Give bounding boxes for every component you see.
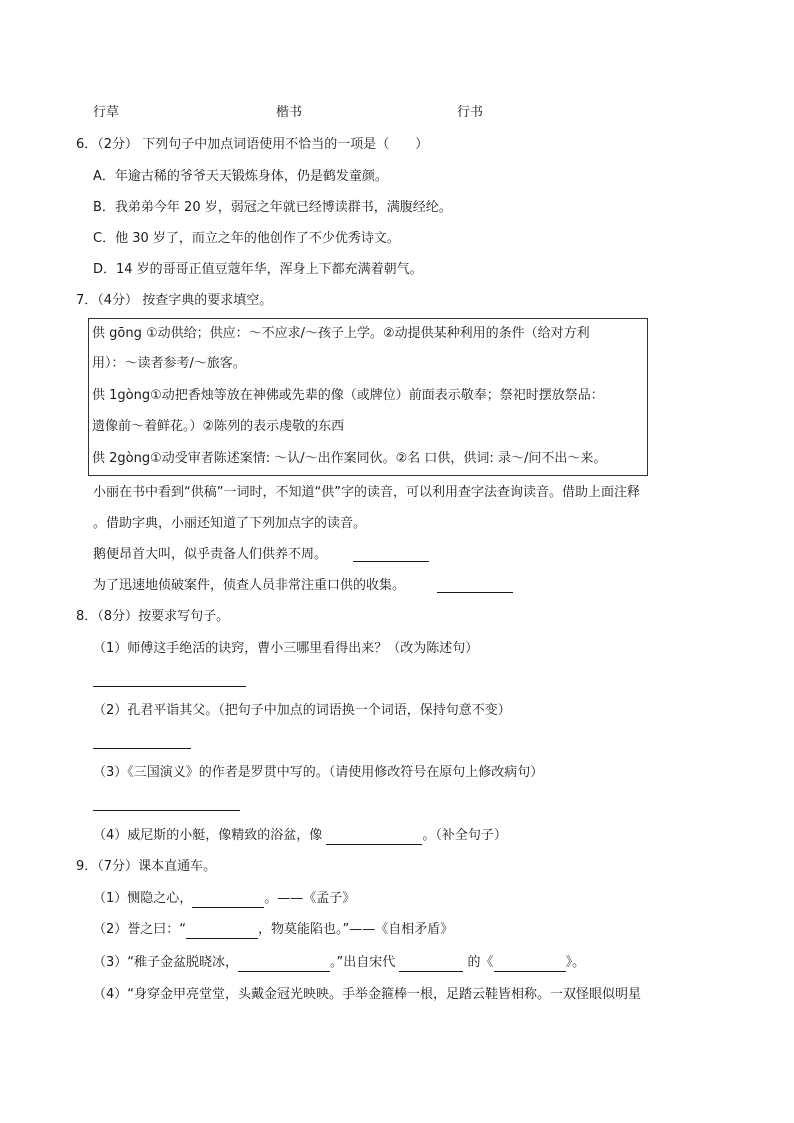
- q8-header: [76, 608, 229, 626]
- q8-number: 8．: [76, 609, 98, 624]
- q7-header: [76, 292, 272, 310]
- caption-xingshu: 行书: [457, 105, 484, 120]
- q9-item-3-blank-2[interactable]: [399, 957, 463, 972]
- q8-item-4-text-b: 。（补全句子）: [422, 828, 507, 843]
- q7-stem: 按查字典的要求填空。: [142, 293, 273, 308]
- q6-option-a: A．年逾古稀的爷爷天天锻炼身体，仍是鹤发童颜。: [93, 169, 388, 184]
- q9-item-3-text-c: 的《: [467, 955, 494, 970]
- q7-answer-blank-2[interactable]: [437, 592, 513, 593]
- q8-answer-line-1[interactable]: [93, 686, 246, 687]
- q9-item-2-text-b: ，物莫能陷也。”——《自相矛盾》: [258, 922, 454, 937]
- q8-item-3: （3）《三国演义》的作者是罗贯中写的。（请使用修改符号在原句上修改病句）: [93, 765, 544, 780]
- q8-item-1: （1）师傅这手绝活的诀窍，曹小三哪里看得出来？（改为陈述句）: [93, 641, 479, 656]
- q9-stem: 课本直通车。: [138, 859, 217, 874]
- q7-score: （4分）: [97, 293, 139, 308]
- q8-answer-line-3[interactable]: [93, 810, 240, 811]
- q9-header: [76, 858, 216, 876]
- q9-item-3-text-d: 》。: [565, 955, 586, 970]
- q6-stem: 下列句子中加点词语使用不恰当的一项是（ ）: [142, 137, 429, 152]
- q6-number: 6．: [76, 137, 98, 152]
- q8-stem: 按要求写句子。: [138, 609, 230, 624]
- q9-item-1-text-b: 。——《孟子》: [264, 891, 356, 906]
- q8-item-4-blank[interactable]: [326, 830, 422, 845]
- caption-xingcao: 行草: [93, 105, 120, 120]
- q9-item-3-blank-3[interactable]: [494, 957, 566, 972]
- q8-answer-line-2[interactable]: [93, 748, 191, 749]
- q8-item-2: （2）孔君平诣其父。（把句子中加点的词语换一个词语，保持句意不变）: [93, 703, 511, 718]
- q9-item-4: （4）“身穿金甲亮堂堂，头戴金冠光映映。手举金箍棒一根，足踏云鞋皆相称。一双怪眼似明星: [93, 987, 642, 1002]
- q9-item-2: [93, 921, 453, 939]
- q7-answer-blank-1[interactable]: [353, 561, 429, 562]
- q9-score: （7分）: [97, 859, 139, 874]
- dict-line-3: 供 1gòng①动把香烛等放在神佛或先辈的像（或牌位）前面表示敬奉；祭祀时摆放祭品：: [92, 388, 604, 403]
- q7-sentence-2: [93, 577, 405, 595]
- q9-item-2-text-a: （2）誉之曰：“: [93, 922, 187, 937]
- q9-item-3: [93, 954, 585, 972]
- q6-option-b: B．我弟弟今年 20 岁，弱冠之年就已经博读群书，满腹经纶。: [93, 200, 452, 215]
- dict-line-2: 用）：～读者参考/～旅客。: [92, 356, 246, 371]
- q7-sentence-1: [93, 546, 327, 564]
- q7-number: 7．: [76, 293, 98, 308]
- q7-paragraph-2: 。借助字典，小丽还知道了下列加点字的读音。: [93, 516, 367, 531]
- q9-item-1: [93, 890, 355, 908]
- dict-line-4: 遗像前～着鲜花。）②陈列的表示虔敬的东西: [92, 419, 345, 434]
- q6-header: [76, 136, 428, 154]
- q7-sentence-2-text: 为了迅速地侦破案件，侦查人员非常注重口供的收集。: [93, 578, 406, 593]
- q7-sentence-1-text: 鹅便昂首大叫，似乎责备人们供养不周。: [93, 547, 328, 562]
- dict-line-1: 供 gōng ①动供给；供应：～不应求/～孩子上学。②动提供某种利用的条件（给对方利: [92, 326, 590, 341]
- q8-item-4: [93, 827, 507, 845]
- q9-item-3-blank-1[interactable]: [238, 957, 330, 972]
- caption-kaishu: 楷书: [276, 105, 303, 120]
- q8-score: （8分）: [97, 609, 139, 624]
- q9-number: 9．: [76, 859, 98, 874]
- q9-item-2-blank[interactable]: [186, 924, 258, 939]
- q9-item-1-blank[interactable]: [192, 893, 264, 908]
- q7-paragraph-1: 小丽在书中看到“供稿”一词时，不知道“供”字的读音，可以利用查字法查询读音。借助上面注释: [93, 485, 640, 500]
- q9-item-1-text-a: （1）恻隐之心，: [93, 891, 193, 906]
- q6-option-d: D．14 岁的哥哥正值豆蔻年华，浑身上下都充满着朝气。: [93, 262, 423, 277]
- q6-option-c: C．他 30 岁了，而立之年的他创作了不少优秀诗文。: [93, 231, 400, 246]
- q9-item-3-text-a: （3）“稚子金盆脱晓冰，: [93, 955, 239, 970]
- q9-item-3-text-b: 。”出自宋代: [330, 955, 396, 970]
- q6-score: （2分）: [97, 137, 139, 152]
- dict-line-5: 供 2gòng①动受审者陈述案情: ～认/～出作案同伙。②名 口供，供词: 录～/问不出～来。: [92, 451, 607, 466]
- q8-item-4-text-a: （4）威尼斯的小艇，像精致的浴盆，像: [93, 828, 323, 843]
